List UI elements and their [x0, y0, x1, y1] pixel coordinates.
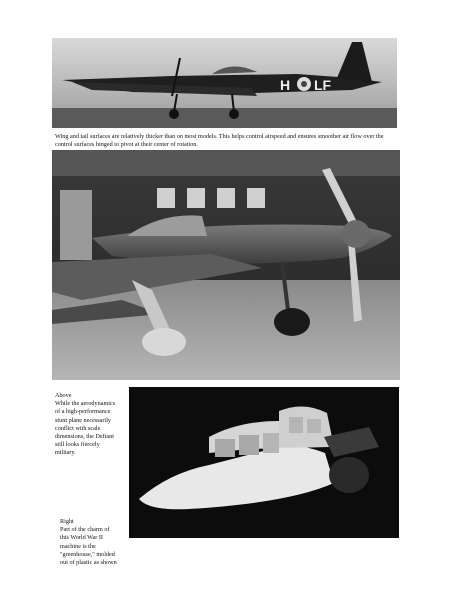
caption-line: this World War II [60, 534, 103, 542]
caption-right [60, 518, 122, 567]
caption-line: "greenhouse," molded [60, 550, 115, 558]
caption-line: machine is the [60, 542, 96, 550]
svg-text:H: H [280, 77, 291, 93]
photo-aircraft-runway [52, 38, 397, 128]
caption-line: Wing and tail surfaces are relatively thicker than on most models. This helps control airspeed and ensures smoother air flow over the [55, 133, 384, 140]
caption-line: Above [55, 392, 72, 399]
caption-wing-tail [55, 133, 395, 149]
caption-line: Part of the charm of [60, 526, 110, 534]
photo-canopy [129, 387, 399, 538]
caption-line: conflict with scale [55, 424, 101, 432]
caption-line: dimensions, the Defiant [55, 433, 114, 441]
caption-line: While the aerodynamics [55, 400, 116, 408]
caption-line: of a high-performance [55, 408, 111, 416]
photo-model-hangar [52, 150, 400, 380]
caption-line: Right [60, 518, 74, 525]
svg-text:LF: LF [314, 77, 332, 93]
caption-line: stunt plane necessarily [55, 416, 112, 424]
caption-line: still looks fiercely [55, 441, 100, 449]
caption-line: military. [55, 449, 76, 457]
caption-line: out of plastic as shown [60, 559, 117, 567]
caption-above [55, 392, 121, 458]
caption-line: control surfaces hinged to pivot at their center of rotation. [55, 141, 198, 149]
